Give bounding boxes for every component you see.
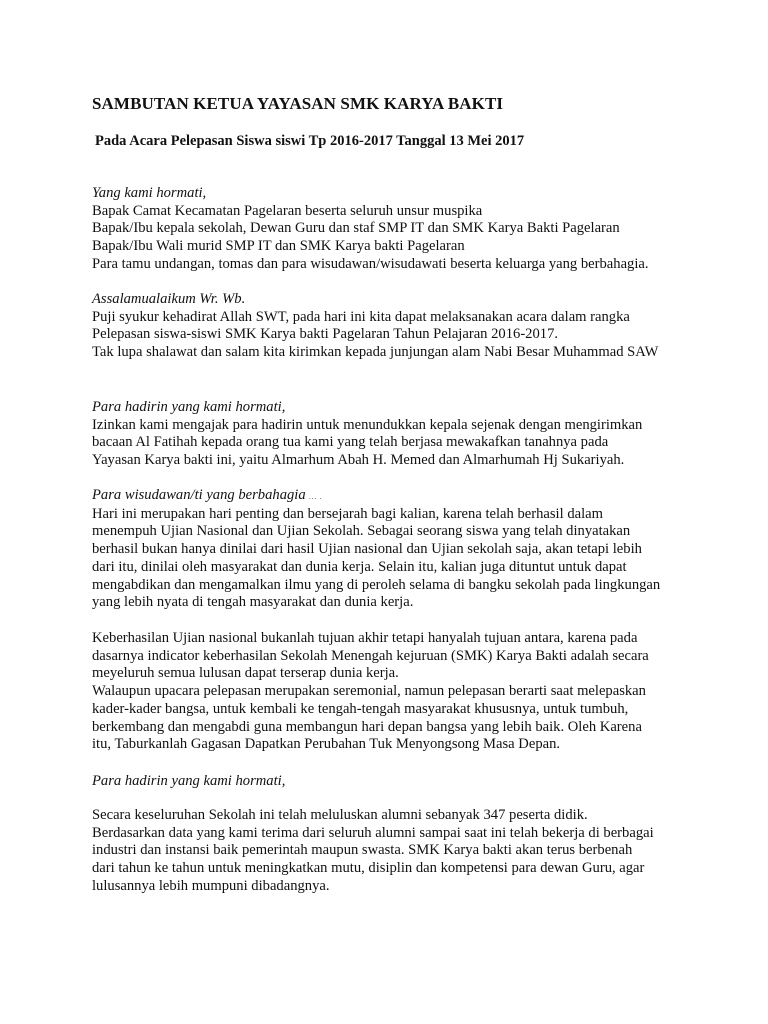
hadirin-heading-2: Para hadirin yang kami hormati, [92,773,286,789]
salam-line: Pelepasan siswa-siswi SMK Karya bakti Pagelaran Tahun Pelajaran 2016-2017. [92,326,559,343]
alumni-section [92,807,732,896]
hadirin-heading: Para hadirin yang kami hormati, [92,399,286,415]
document-subtitle: Pada Acara Pelepasan Siswa siswi Tp 2016-2017 Tanggal 13 Mei 2017 [95,133,525,149]
salam-section [92,291,732,362]
keberhasilan-line: meyeluruh semua lulusan dapat terserap dunia kerja. [92,665,399,682]
greeting-line: Bapak/Ibu Wali murid SMP IT dan SMK Karya bakti Pagelaran [92,238,465,255]
alumni-line: dari tahun ke tahun untuk meningkatkan mutu, disiplin dan kompetensi para dewan Guru, agar [92,860,645,877]
keberhasilan-section [92,630,732,754]
greeting-section [92,185,732,274]
wisudawan-line: mengabdikan dan mengamalkan ilmu yang di peroleh selama di bangku sekolah pada lingkungan [92,576,661,593]
keberhasilan-line: Walaupun upacara pelepasan merupakan seremonial, namun pelepasan berarti saat melepaskan [92,683,646,700]
keberhasilan-line: Keberhasilan Ujian nasional bukanlah tujuan akhir tetapi hanyalah tujuan antara, karena pada [92,630,638,646]
heading-ellipsis: … . [308,492,323,501]
hadirin-line: Yayasan Karya bakti ini, yaitu Almarhum Abah H. Memed dan Almarhumah Hj Sukariyah. [92,452,625,469]
alumni-line: industri dan instansi baik pemerintah maupun swasta. SMK Karya bakti akan terus berbenah [92,842,633,859]
salam-line: Tak lupa shalawat dan salam kita kirimkan kepada junjungan alam Nabi Besar Muhammad SAW [92,344,659,361]
wisudawan-line: berhasil bukan hanya dinilai dari hasil Ujian nasional dan Ujian sekolah saja, akan tetapi lebih [92,541,642,558]
alumni-line: lulusannya lebih mumpuni dibadangnya. [92,877,330,894]
greeting-heading: Yang kami hormati, [92,185,207,201]
keberhasilan-line: kader-kader bangsa, untuk kembali ke tengah-tengah masyarakat khususnya, untuk tumbuh, [92,700,629,717]
greeting-line: Para tamu undangan, tomas dan para wisudawan/wisudawati beserta keluarga yang berbahagia. [92,255,649,272]
alumni-line: Berdasarkan data yang kami terima dari seluruh alumni sampai saat ini telah bekerja di berbagai [92,824,654,841]
keberhasilan-line: berkembang dan mengabdi guna membangun hari depan bangsa yang lebih baik. Oleh Karena [92,718,642,735]
alumni-line: Secara keseluruhan Sekolah ini telah meluluskan alumni sebanyak 347 peserta didik. [92,807,588,823]
hadirin-section-2 [92,773,732,791]
greeting-line: Bapak Camat Kecamatan Pagelaran beserta seluruh unsur muspika [92,202,483,219]
wisudawan-line: Hari ini merupakan hari penting dan bersejarah bagi kalian, karena telah berhasil dalam [92,505,603,522]
wisudawan-heading-text: Para wisudawan/ti yang berbahagia [92,487,306,503]
wisudawan-heading [92,487,732,506]
document-title: SAMBUTAN KETUA YAYASAN SMK KARYA BAKTI [92,94,504,113]
hadirin-section [92,399,732,470]
wisudawan-line: menempuh Ujian Nasional dan Ujian Sekolah. Sebagai seorang siswa yang telah dinyatakan [92,523,631,540]
wisudawan-line: yang lebih nyata di tengah masyarakat dan dunia kerja. [92,594,414,611]
greeting-line: Bapak/Ibu kepala sekolah, Dewan Guru dan staf SMP IT dan SMK Karya Bakti Pagelaran [92,220,620,237]
wisudawan-section [92,487,732,612]
hadirin-line: bacaan Al Fatihah kepada orang tua kami yang telah berjasa mewakafkan tanahnya pada [92,434,609,451]
salam-line: Puji syukur kehadirat Allah SWT, pada hari ini kita dapat melaksanakan acara dalam rangka [92,308,630,325]
wisudawan-line: dari itu, dinilai oleh masyarakat dan dunia kerja. Selain itu, kalian juga dituntut untuk dapat [92,558,627,575]
hadirin-line: Izinkan kami mengajak para hadirin untuk menundukkan kepala sejenak dengan mengirimkan [92,416,643,433]
keberhasilan-line: itu, Taburkanlah Gagasan Dapatkan Perubahan Tuk Menyongsong Masa Depan. [92,736,561,753]
salam-heading: Assalamualaikum Wr. Wb. [92,291,246,307]
keberhasilan-line: dasarnya indicator keberhasilan Sekolah Menengah kejuruan (SMK) Karya Bakti adalah secara [92,647,649,664]
